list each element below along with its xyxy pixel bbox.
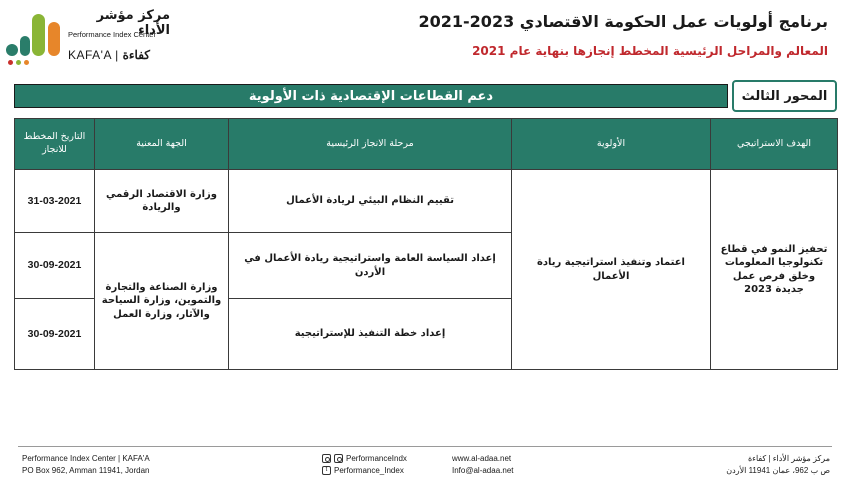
footer-address-en	[22, 453, 150, 476]
logo-name-ar: مركز مؤشر الأداء	[96, 8, 170, 38]
social-instagram[interactable]	[322, 453, 407, 465]
logo	[6, 8, 176, 70]
section-banner: دعم القطاعات الإقتصادية ذات الأولوية	[14, 84, 728, 108]
social-handle-2[interactable]: Performance_Index	[334, 465, 404, 475]
instagram-icon	[322, 454, 331, 463]
logo-kafaa-ar: كفاءة	[122, 48, 150, 62]
header-priority: الأولوية	[511, 118, 711, 170]
footer-divider	[18, 446, 832, 447]
social-twitter[interactable]	[322, 465, 407, 477]
footer-pobox-ar: ص ب 962، عمان 11941 الأردن	[726, 465, 830, 475]
milestone-cell: إعداد خطة التنفيذ للإستراتيجية	[228, 298, 512, 370]
page-subtitle: المعالم والمراحل الرئيسية المخطط إنجازها بنهاية عام 2021	[472, 44, 828, 58]
milestones-table	[14, 118, 838, 370]
footer-email[interactable]: Info@al-adaa.net	[452, 465, 514, 475]
date-cell: 31-03-2021	[14, 169, 95, 233]
header-entity: الجهة المعنية	[94, 118, 229, 170]
date-cell: 30-09-2021	[14, 232, 95, 299]
priority-cell: اعتماد وتنفيذ استراتيجية ريادة الأعمال	[511, 169, 711, 370]
date-cell: 30-09-2021	[14, 298, 95, 370]
axis-label: المحور الثالث	[732, 80, 837, 112]
footer-social	[322, 453, 407, 476]
footer-org-en: Performance Index Center | KAFA'A	[22, 454, 150, 463]
milestone-cell: تقييم النظام البيئي لريادة الأعمال	[228, 169, 512, 233]
footer-website[interactable]: www.al-adaa.net	[452, 454, 512, 463]
logo-kafaa-en: KAFA'A	[68, 48, 112, 62]
milestone-cell: إعداد السياسة العامة واستراتيجية ريادة الأعمال في الأردن	[228, 232, 512, 299]
header-date: التاريخ المخطط للانجاز	[14, 118, 95, 170]
entity-cell: وزارة الاقتصاد الرقمي والريادة	[94, 169, 229, 233]
footer-pobox-en: PO Box 962, Amman 11941, Jordan	[22, 465, 150, 475]
footer-org-ar: مركز مؤشر الأداء | كفاءة	[747, 454, 830, 463]
entity-cell: وزارة الصناعة والتجارة والتموين، وزارة السياحة والآثار، وزارة العمل	[94, 232, 229, 370]
logo-kafaa: KAFA'A | كفاءة	[68, 48, 150, 62]
facebook-icon	[334, 454, 343, 463]
twitter-icon: t	[322, 466, 331, 475]
footer-address-ar	[690, 453, 830, 476]
header-milestone: مرحلة الانجاز الرئيسية	[228, 118, 512, 170]
logo-name-en: Performance Index Center	[68, 30, 156, 39]
page-title: برنامج أولويات عمل الحكومة الاقتصادي 2023-2021	[418, 12, 828, 31]
header-goal: الهدف الاستراتيجي	[710, 118, 838, 170]
footer-contacts	[452, 453, 514, 476]
goal-cell: تحفيز النمو في قطاع تكنولوجيا المعلومات وخلق فرص عمل جديدة 2023	[710, 169, 838, 370]
logo-mark	[6, 14, 64, 70]
social-handle-1[interactable]: PerformanceIndx	[346, 454, 407, 463]
